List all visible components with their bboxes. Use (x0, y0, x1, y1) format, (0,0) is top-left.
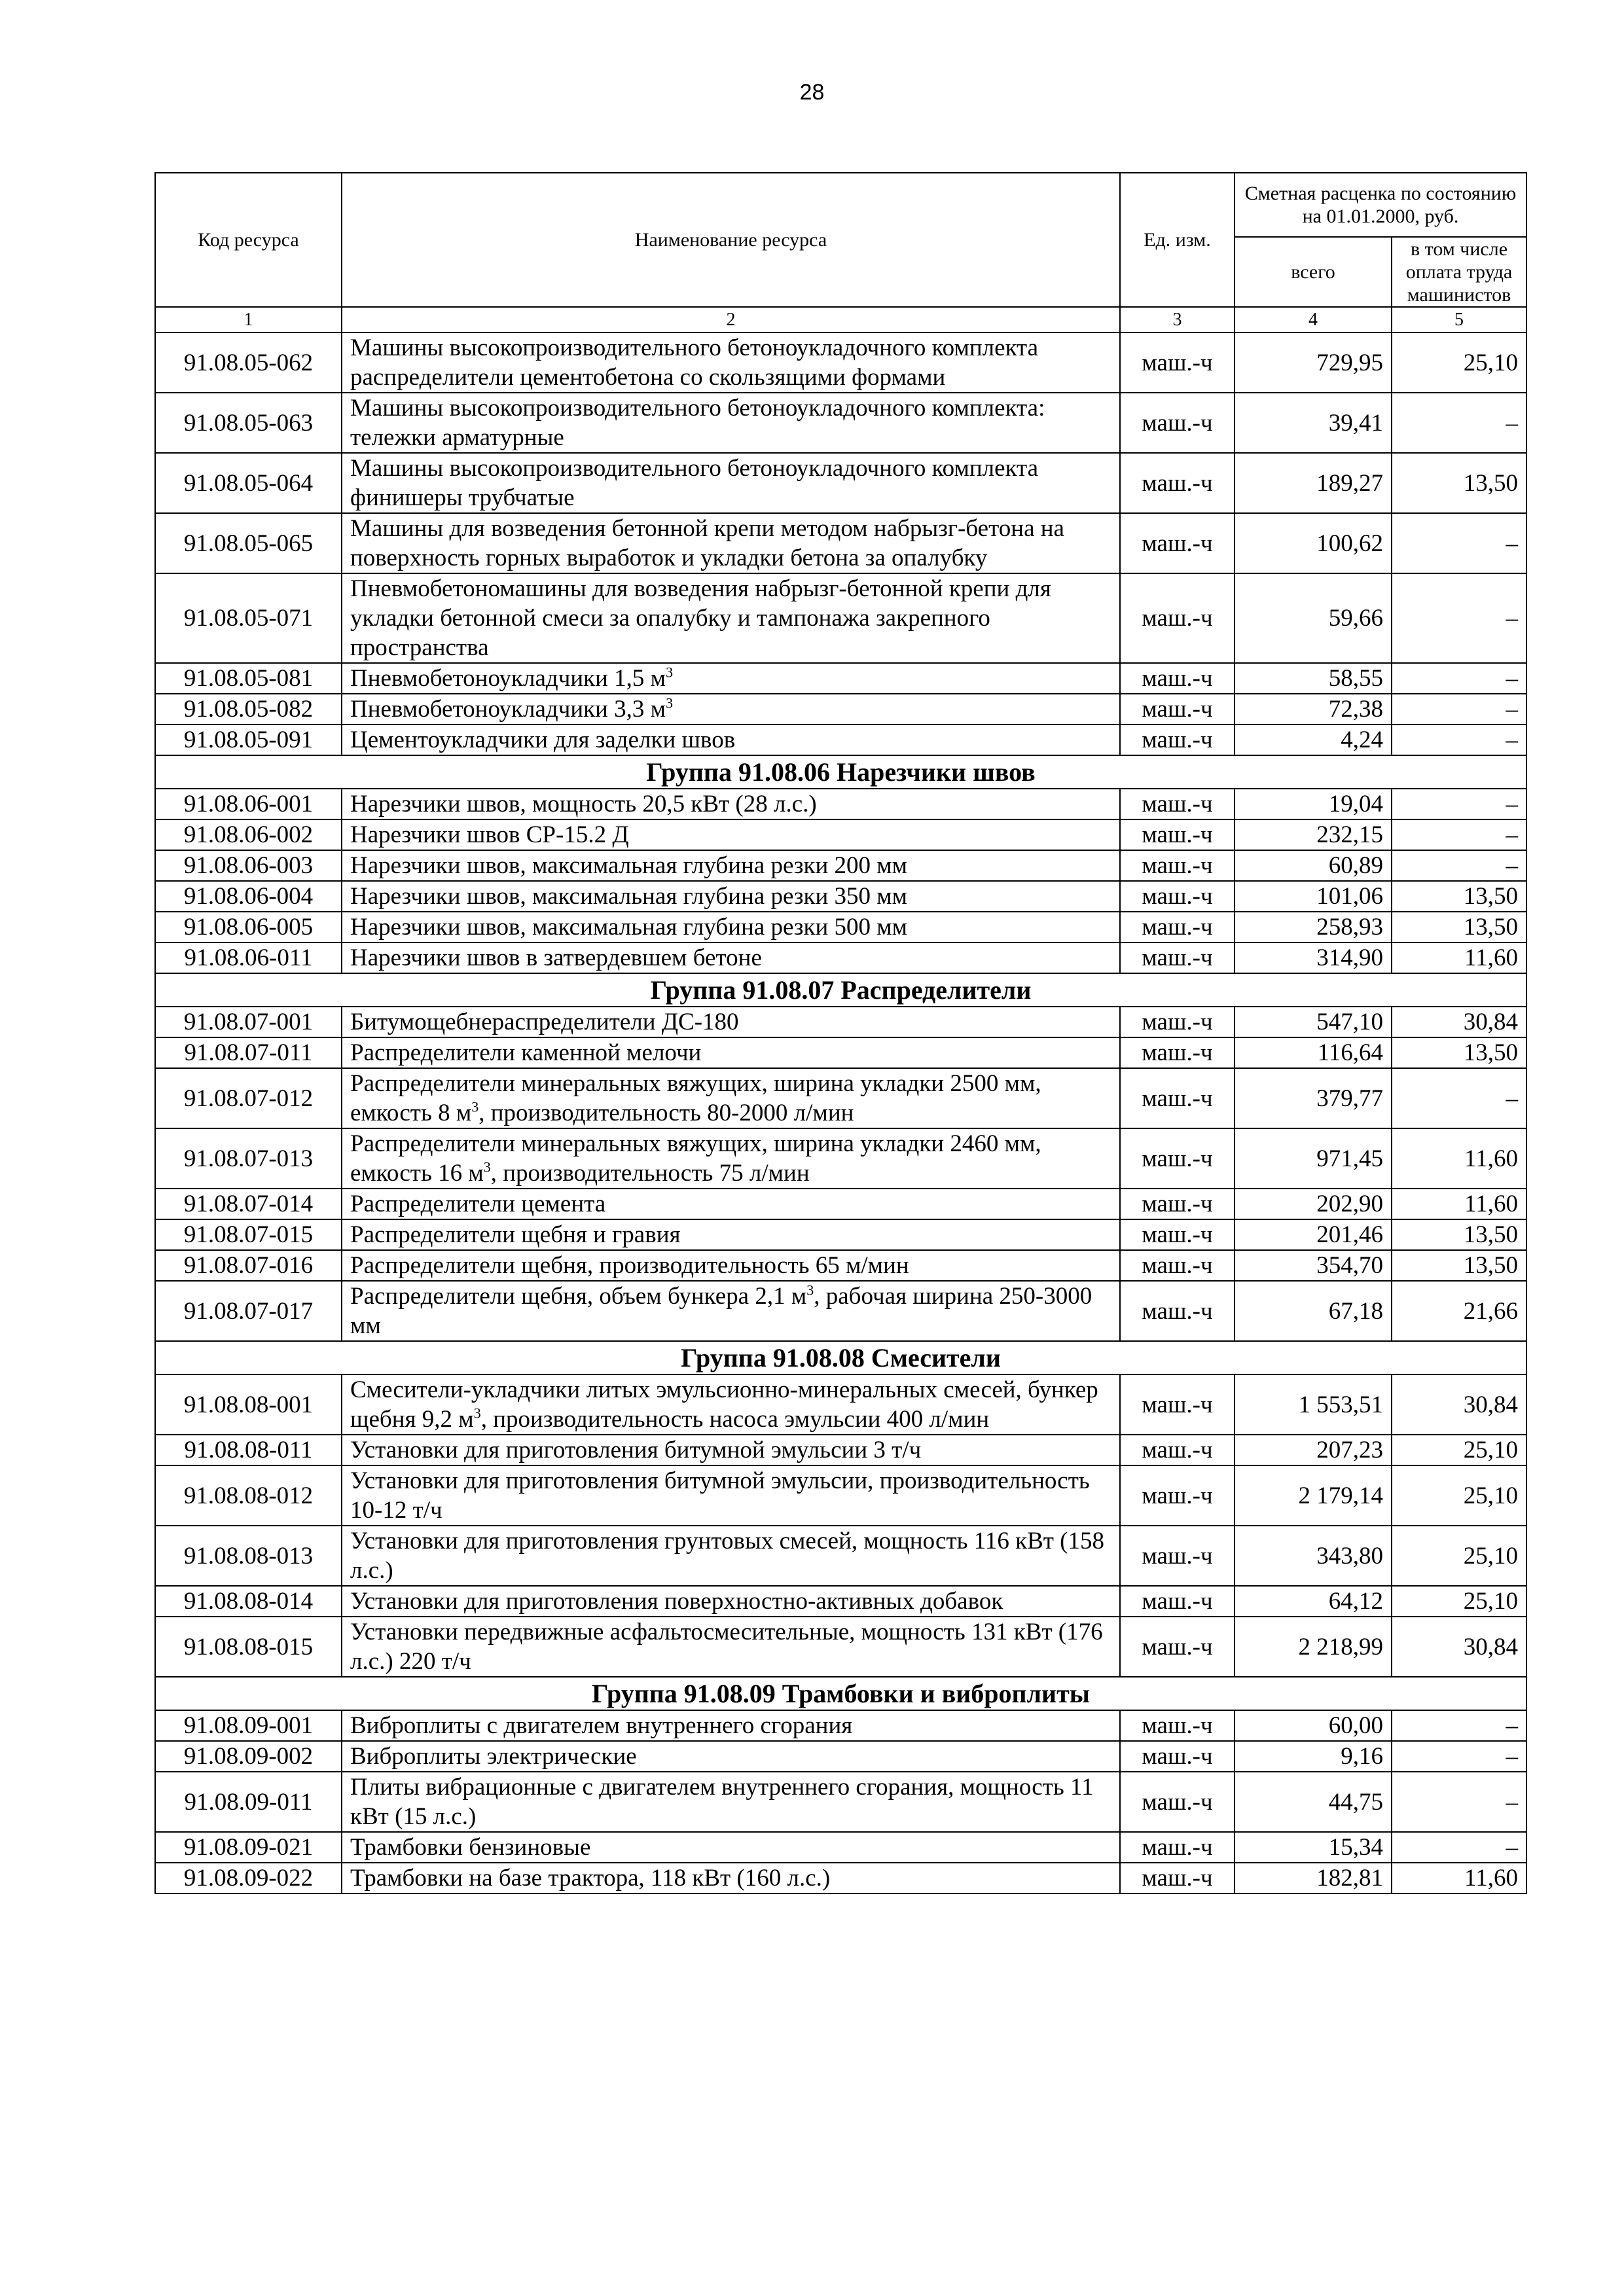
resource-name-text: Пневмобетономашины для возведения набрызг-бетонной крепи для укладки бетонной смеси за опалубку и тампонажа закрепного пространства (350, 575, 1051, 661)
resource-name-text: Распределители щебня и гравия (350, 1221, 681, 1248)
table-row (155, 1250, 1526, 1281)
resource-name-text: Трамбовки бензиновые (350, 1834, 591, 1861)
resource-name-text: Распределители цемента (350, 1191, 606, 1217)
unit-exponent: 3 (806, 1282, 814, 1299)
table-row (155, 819, 1526, 850)
header-total: всего (1235, 237, 1392, 307)
resource-code: 91.08.07-014 (155, 1189, 342, 1219)
resource-code: 91.08.08-013 (155, 1526, 342, 1586)
resource-code: 91.08.07-013 (155, 1128, 342, 1189)
unit-exponent: 3 (471, 1098, 479, 1115)
price-labor: 25,10 (1392, 332, 1526, 393)
resource-code: 91.08.05-062 (155, 332, 342, 393)
group-row (155, 1341, 1526, 1374)
table-body (155, 332, 1526, 1893)
resource-name (342, 881, 1120, 912)
resource-code: 91.08.08-001 (155, 1374, 342, 1435)
table-row (155, 725, 1526, 755)
resource-name-text: Нарезчики швов в затвердевшем бетоне (350, 944, 762, 971)
resource-name (342, 513, 1120, 573)
group-row (155, 755, 1526, 789)
resource-code: 91.08.08-014 (155, 1586, 342, 1617)
resource-name-text: Установки для приготовления битумной эмульсии 3 т/ч (350, 1437, 922, 1463)
unit-of-measure: маш.-ч (1120, 1435, 1235, 1465)
resource-name-text: Установки передвижные асфальтосмесительные, мощность 131 кВт (176 л.с.) 220 т/ч (350, 1619, 1103, 1675)
price-labor: – (1392, 663, 1526, 694)
resource-name (342, 694, 1120, 725)
price-labor: 13,50 (1392, 1037, 1526, 1068)
price-labor: – (1392, 1741, 1526, 1772)
table-row (155, 1189, 1526, 1219)
price-total: 201,46 (1235, 1219, 1392, 1250)
resource-name (342, 942, 1120, 973)
price-labor: 13,50 (1392, 881, 1526, 912)
table-row (155, 789, 1526, 819)
resource-name (342, 1374, 1120, 1435)
table-row (155, 1007, 1526, 1037)
unit-of-measure: маш.-ч (1120, 1863, 1235, 1893)
unit-of-measure: маш.-ч (1120, 1526, 1235, 1586)
unit-of-measure: маш.-ч (1120, 453, 1235, 513)
table-row (155, 850, 1526, 881)
price-labor: – (1392, 789, 1526, 819)
col-number: 5 (1392, 307, 1526, 332)
resource-name-text: Нарезчики швов, максимальная глубина резки 500 мм (350, 914, 908, 941)
resource-name-text: Нарезчики швов, максимальная глубина резки 350 мм (350, 883, 908, 910)
table-row (155, 1465, 1526, 1526)
resource-name (342, 1189, 1120, 1219)
resource-name (342, 332, 1120, 393)
unit-exponent: 3 (666, 694, 674, 711)
resource-name (342, 1435, 1120, 1465)
unit-of-measure: маш.-ч (1120, 1710, 1235, 1741)
resource-name (342, 1586, 1120, 1617)
price-total: 39,41 (1235, 393, 1392, 453)
resource-name-text: Нарезчики швов, максимальная глубина резки 200 мм (350, 852, 908, 879)
resource-name-text: Машины высокопроизводительного бетоноукладочного комплекта: тележки арматурные (350, 395, 1045, 451)
group-heading: Группа 91.08.09 Трамбовки и виброплиты (155, 1677, 1526, 1710)
resource-name-text: Установки для приготовления грунтовых смесей, мощность 116 кВт (158 л.с.) (350, 1528, 1105, 1584)
col-number: 2 (342, 307, 1120, 332)
price-labor: – (1392, 393, 1526, 453)
resource-name-text: Пневмобетоноукладчики 1,5 м (350, 665, 666, 692)
unit-of-measure: маш.-ч (1120, 1741, 1235, 1772)
table-row (155, 1741, 1526, 1772)
price-labor: 13,50 (1392, 1250, 1526, 1281)
unit-of-measure: маш.-ч (1120, 1219, 1235, 1250)
resource-name-text: Распределители каменной мелочи (350, 1039, 702, 1066)
unit-exponent: 3 (666, 664, 674, 681)
table-row (155, 1037, 1526, 1068)
price-labor: 30,84 (1392, 1374, 1526, 1435)
unit-of-measure: маш.-ч (1120, 789, 1235, 819)
resource-name-text-cont: , производительность 80-2000 л/мин (478, 1100, 854, 1126)
resource-code: 91.08.07-017 (155, 1281, 342, 1341)
resource-code: 91.08.09-001 (155, 1710, 342, 1741)
resource-name-text: Виброплиты с двигателем внутреннего сгорания (350, 1712, 853, 1739)
resource-name (342, 663, 1120, 694)
resource-name (342, 1037, 1120, 1068)
price-labor: 13,50 (1392, 912, 1526, 942)
unit-of-measure: маш.-ч (1120, 513, 1235, 573)
unit-of-measure: маш.-ч (1120, 1037, 1235, 1068)
unit-of-measure: маш.-ч (1120, 1128, 1235, 1189)
unit-of-measure: маш.-ч (1120, 1772, 1235, 1832)
resource-name (342, 573, 1120, 663)
page-number: 28 (799, 80, 825, 105)
unit-of-measure: маш.-ч (1120, 881, 1235, 912)
price-labor: – (1392, 513, 1526, 573)
resource-name-text: Пневмобетоноукладчики 3,3 м (350, 696, 666, 723)
header-name: Наименование ресурса (342, 173, 1120, 307)
unit-of-measure: маш.-ч (1120, 725, 1235, 755)
table-row (155, 1586, 1526, 1617)
table-row (155, 1710, 1526, 1741)
resource-code: 91.08.07-011 (155, 1037, 342, 1068)
resource-name-text: Виброплиты электрические (350, 1743, 637, 1770)
table-row (155, 881, 1526, 912)
unit-of-measure: маш.-ч (1120, 573, 1235, 663)
table-row (155, 393, 1526, 453)
unit-of-measure: маш.-ч (1120, 912, 1235, 942)
price-labor: – (1392, 725, 1526, 755)
resource-code: 91.08.06-005 (155, 912, 342, 942)
resource-name (342, 1250, 1120, 1281)
unit-of-measure: маш.-ч (1120, 1281, 1235, 1341)
price-labor: 25,10 (1392, 1465, 1526, 1526)
col-number: 4 (1235, 307, 1392, 332)
price-total: 67,18 (1235, 1281, 1392, 1341)
price-total: 4,24 (1235, 725, 1392, 755)
unit-of-measure: маш.-ч (1120, 1617, 1235, 1677)
resource-name-text: Машины высокопроизводительного бетоноукладочного комплекта финишеры трубчатые (350, 455, 1039, 511)
header-price: Сметная расценка по состоянию на 01.01.2000, руб. (1235, 173, 1526, 237)
price-total: 182,81 (1235, 1863, 1392, 1893)
header-labor: в том числе оплата труда машинистов (1392, 237, 1526, 307)
resource-name-text: Распределители щебня, производительность 65 м/мин (350, 1252, 909, 1279)
table-row (155, 513, 1526, 573)
price-labor: 11,60 (1392, 1189, 1526, 1219)
price-total: 60,00 (1235, 1710, 1392, 1741)
unit-of-measure: маш.-ч (1120, 1007, 1235, 1037)
resource-name-text: Плиты вибрационные с двигателем внутреннего сгорания, мощность 11 кВт (15 л.с.) (350, 1774, 1094, 1830)
resource-name (342, 1832, 1120, 1863)
resource-code: 91.08.08-011 (155, 1435, 342, 1465)
resource-code: 91.08.06-004 (155, 881, 342, 912)
resource-name (342, 1772, 1120, 1832)
resource-name (342, 1741, 1120, 1772)
price-labor: – (1392, 1710, 1526, 1741)
price-total: 343,80 (1235, 1526, 1392, 1586)
table-row (155, 1068, 1526, 1128)
resource-code: 91.08.07-015 (155, 1219, 342, 1250)
table-row (155, 1832, 1526, 1863)
resource-name (342, 1068, 1120, 1128)
price-labor: – (1392, 694, 1526, 725)
price-total: 2 218,99 (1235, 1617, 1392, 1677)
resource-name (342, 393, 1120, 453)
price-labor: 13,50 (1392, 453, 1526, 513)
resource-name-text: Установки для приготовления поверхностно-активных добавок (350, 1588, 1003, 1615)
table-row (155, 663, 1526, 694)
price-total: 729,95 (1235, 332, 1392, 393)
group-heading: Группа 91.08.06 Нарезчики швов (155, 755, 1526, 789)
resource-name (342, 1526, 1120, 1586)
price-total: 202,90 (1235, 1189, 1392, 1219)
resource-code: 91.08.09-021 (155, 1832, 342, 1863)
price-labor: – (1392, 573, 1526, 663)
resource-code: 91.08.05-081 (155, 663, 342, 694)
resource-name (342, 912, 1120, 942)
unit-of-measure: маш.-ч (1120, 663, 1235, 694)
price-labor: 30,84 (1392, 1007, 1526, 1037)
resource-name-text: Трамбовки на базе трактора, 118 кВт (160 л.с.) (350, 1865, 831, 1892)
price-total: 15,34 (1235, 1832, 1392, 1863)
resource-code: 91.08.07-012 (155, 1068, 342, 1128)
col-number: 3 (1120, 307, 1235, 332)
price-total: 60,89 (1235, 850, 1392, 881)
price-labor: 25,10 (1392, 1586, 1526, 1617)
price-total: 189,27 (1235, 453, 1392, 513)
table-row (155, 912, 1526, 942)
price-labor: 25,10 (1392, 1526, 1526, 1586)
resource-code: 91.08.09-002 (155, 1741, 342, 1772)
unit-of-measure: маш.-ч (1120, 332, 1235, 393)
resource-name-text: Машины для возведения бетонной крепи методом набрызг-бетона на поверхность горных выработок и укладки бетона за опалубку (350, 515, 1064, 571)
price-total: 9,16 (1235, 1741, 1392, 1772)
resource-name (342, 1281, 1120, 1341)
table-row (155, 453, 1526, 513)
unit-of-measure: маш.-ч (1120, 942, 1235, 973)
resource-code: 91.08.05-063 (155, 393, 342, 453)
price-total: 100,62 (1235, 513, 1392, 573)
group-heading: Группа 91.08.07 Распределители (155, 973, 1526, 1007)
resource-code: 91.08.06-003 (155, 850, 342, 881)
resource-name (342, 453, 1120, 513)
price-labor: 11,60 (1392, 1863, 1526, 1893)
price-total: 354,70 (1235, 1250, 1392, 1281)
resource-name (342, 1863, 1120, 1893)
price-labor: – (1392, 1068, 1526, 1128)
price-labor: – (1392, 850, 1526, 881)
unit-of-measure: маш.-ч (1120, 1189, 1235, 1219)
resource-name (342, 819, 1120, 850)
table-row (155, 332, 1526, 393)
resource-code: 91.08.08-012 (155, 1465, 342, 1526)
resource-name-text: Цементоукладчики для заделки швов (350, 726, 736, 753)
unit-of-measure: маш.-ч (1120, 1465, 1235, 1526)
group-row (155, 1677, 1526, 1710)
price-total: 258,93 (1235, 912, 1392, 942)
price-labor: 11,60 (1392, 942, 1526, 973)
price-labor: 11,60 (1392, 1128, 1526, 1189)
table-row (155, 573, 1526, 663)
unit-of-measure: маш.-ч (1120, 1832, 1235, 1863)
price-labor: 21,66 (1392, 1281, 1526, 1341)
resource-code: 91.08.09-022 (155, 1863, 342, 1893)
unit-of-measure: маш.-ч (1120, 1250, 1235, 1281)
resource-name (342, 1007, 1120, 1037)
resource-name-text-cont: , производительность 75 л/мин (490, 1160, 810, 1187)
price-labor: – (1392, 1832, 1526, 1863)
resource-name-text: Распределители щебня, объем бункера 2,1 м (350, 1283, 807, 1310)
resource-name (342, 789, 1120, 819)
header-code: Код ресурса (155, 173, 342, 307)
unit-of-measure: маш.-ч (1120, 1068, 1235, 1128)
price-total: 2 179,14 (1235, 1465, 1392, 1526)
table-row (155, 1772, 1526, 1832)
resource-name (342, 1219, 1120, 1250)
unit-of-measure: маш.-ч (1120, 1586, 1235, 1617)
unit-exponent: 3 (483, 1158, 491, 1175)
unit-of-measure: маш.-ч (1120, 694, 1235, 725)
unit-of-measure: маш.-ч (1120, 1374, 1235, 1435)
resource-code: 91.08.08-015 (155, 1617, 342, 1677)
price-total: 44,75 (1235, 1772, 1392, 1832)
resource-code: 91.08.06-002 (155, 819, 342, 850)
resource-name-text: Битумощебнераспределители ДС-180 (350, 1009, 739, 1035)
resource-name-text: Нарезчики швов, мощность 20,5 кВт (28 л.с.) (350, 791, 817, 817)
resource-code: 91.08.09-011 (155, 1772, 342, 1832)
price-total: 314,90 (1235, 942, 1392, 973)
table-row (155, 1374, 1526, 1435)
unit-of-measure: маш.-ч (1120, 819, 1235, 850)
resource-code: 91.08.07-016 (155, 1250, 342, 1281)
price-total: 59,66 (1235, 573, 1392, 663)
table-row (155, 1435, 1526, 1465)
price-total: 379,77 (1235, 1068, 1392, 1128)
unit-of-measure: маш.-ч (1120, 393, 1235, 453)
resource-name (342, 850, 1120, 881)
price-total: 1 553,51 (1235, 1374, 1392, 1435)
price-labor: 25,10 (1392, 1435, 1526, 1465)
price-total: 19,04 (1235, 789, 1392, 819)
price-total: 64,12 (1235, 1586, 1392, 1617)
resource-name-text-cont: , производительность насоса эмульсии 400 л/мин (480, 1406, 990, 1433)
unit-of-measure: маш.-ч (1120, 850, 1235, 881)
resource-name-text: Машины высокопроизводительного бетоноукладочного комплекта распределители цементобетона со скользящими формами (350, 334, 1039, 391)
col-number: 1 (155, 307, 342, 332)
resource-code: 91.08.05-071 (155, 573, 342, 663)
table-row (155, 694, 1526, 725)
resource-name-text: Смесители-укладчики литых эмульсионно-минеральных смесей, бункер щебня 9,2 м (350, 1376, 1098, 1433)
price-total: 207,23 (1235, 1435, 1392, 1465)
resource-name-text: Нарезчики швов СР-15.2 Д (350, 821, 629, 848)
resource-name (342, 1617, 1120, 1677)
resource-code: 91.08.06-011 (155, 942, 342, 973)
price-labor: 30,84 (1392, 1617, 1526, 1677)
table-row (155, 942, 1526, 973)
resource-name (342, 725, 1120, 755)
resource-code: 91.08.05-091 (155, 725, 342, 755)
resource-name-text-cont: , рабочая ширина 250-3000 мм (350, 1283, 1092, 1339)
group-heading: Группа 91.08.08 Смесители (155, 1341, 1526, 1374)
price-labor: – (1392, 819, 1526, 850)
resource-name-text: Распределители минеральных вяжущих, ширина укладки 2460 мм, емкость 16 м (350, 1130, 1041, 1187)
table-row (155, 1863, 1526, 1893)
header-unit: Ед. изм. (1120, 173, 1235, 307)
resource-code: 91.08.06-001 (155, 789, 342, 819)
table-row (155, 1219, 1526, 1250)
resource-code: 91.08.05-064 (155, 453, 342, 513)
price-total: 232,15 (1235, 819, 1392, 850)
price-total: 971,45 (1235, 1128, 1392, 1189)
resource-name (342, 1710, 1120, 1741)
group-row (155, 973, 1526, 1007)
table-row (155, 1128, 1526, 1189)
price-labor: 13,50 (1392, 1219, 1526, 1250)
unit-exponent: 3 (473, 1405, 481, 1422)
resource-code: 91.08.07-001 (155, 1007, 342, 1037)
resource-code: 91.08.05-082 (155, 694, 342, 725)
resource-code: 91.08.05-065 (155, 513, 342, 573)
price-total: 101,06 (1235, 881, 1392, 912)
resource-name (342, 1128, 1120, 1189)
price-total: 72,38 (1235, 694, 1392, 725)
price-total: 58,55 (1235, 663, 1392, 694)
table-row (155, 1617, 1526, 1677)
resource-table (154, 172, 1527, 1894)
price-labor: – (1392, 1772, 1526, 1832)
resource-name-text: Установки для приготовления битумной эмульсии, производительность 10-12 т/ч (350, 1467, 1090, 1524)
resource-name (342, 1465, 1120, 1526)
price-total: 116,64 (1235, 1037, 1392, 1068)
resource-name-text: Распределители минеральных вяжущих, ширина укладки 2500 мм, емкость 8 м (350, 1070, 1041, 1126)
table-row (155, 1281, 1526, 1341)
table-row (155, 1526, 1526, 1586)
price-total: 547,10 (1235, 1007, 1392, 1037)
